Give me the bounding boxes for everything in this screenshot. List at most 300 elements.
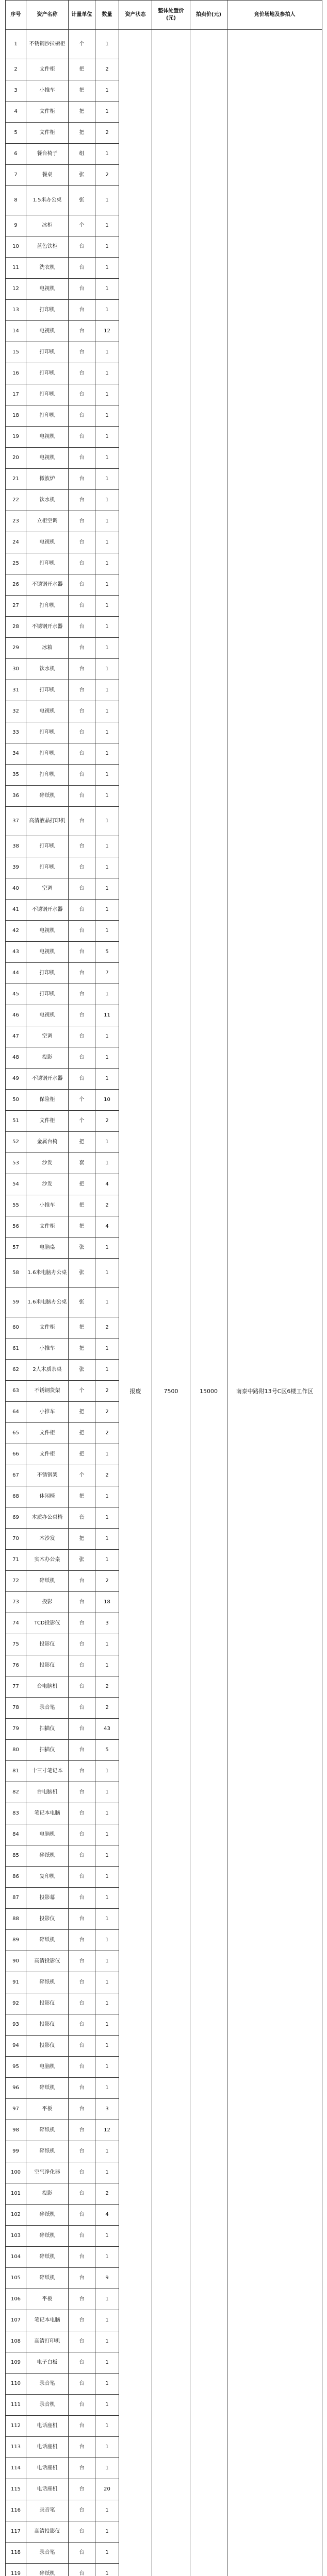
cell-quantity: 1 (95, 2310, 119, 2331)
cell-unit: 台 (69, 2395, 95, 2416)
cell-unit: 台 (69, 722, 95, 743)
cell-unit: 台 (69, 2310, 95, 2331)
cell-quantity: 1 (95, 2437, 119, 2458)
cell-asset-name: 投影仪 (26, 1655, 69, 1676)
cell-unit: 台 (69, 2078, 95, 2099)
cell-serial: 1 (6, 30, 26, 59)
cell-serial: 17 (6, 384, 26, 405)
cell-quantity: 20 (95, 2479, 119, 2500)
cell-asset-name: 台电脑机 (26, 1782, 69, 1803)
cell-unit: 台 (69, 2416, 95, 2437)
cell-unit: 台 (69, 2543, 95, 2564)
cell-asset-name: 文件柜 (26, 101, 69, 123)
cell-quantity: 1 (95, 574, 119, 596)
cell-serial: 48 (6, 1047, 26, 1069)
cell-unit: 把 (69, 101, 95, 123)
cell-unit: 套 (69, 1153, 95, 1174)
cell-asset-name: 不锈钢开水器 (26, 574, 69, 596)
cell-unit: 台 (69, 2268, 95, 2289)
cell-serial: 54 (6, 1174, 26, 1195)
cell-serial: 7 (6, 165, 26, 186)
cell-asset-name: 休闲椅 (26, 1486, 69, 1507)
cell-asset-name: 打印机 (26, 743, 69, 765)
cell-unit: 台 (69, 1993, 95, 2014)
cell-asset-name: 不锈钢货架 (26, 1381, 69, 1402)
cell-asset-name: 打印机 (26, 984, 69, 1005)
cell-asset-name: 实木办公桌 (26, 1550, 69, 1571)
cell-serial: 81 (6, 1761, 26, 1782)
cell-asset-name: 电脑机 (26, 2057, 69, 2078)
cell-asset-name: 平板 (26, 2289, 69, 2310)
cell-serial: 119 (6, 2564, 26, 2576)
cell-asset-name: 投影仪 (26, 1634, 69, 1655)
cell-unit: 台 (69, 427, 95, 448)
cell-quantity: 1 (95, 186, 119, 215)
cell-unit: 台 (69, 1867, 95, 1888)
cell-quantity: 1 (95, 384, 119, 405)
cell-quantity: 1 (95, 2564, 119, 2576)
cell-serial: 111 (6, 2395, 26, 2416)
cell-asset-name: 碎纸机 (26, 1972, 69, 1993)
cell-serial: 8 (6, 186, 26, 215)
cell-unit: 台 (69, 1761, 95, 1782)
cell-asset-name: 投影仪 (26, 1993, 69, 2014)
cell-unit: 张 (69, 1360, 95, 1381)
cell-unit: 台 (69, 1676, 95, 1698)
cell-unit: 台 (69, 765, 95, 786)
cell-unit: 台 (69, 1824, 95, 1845)
cell-asset-name: 电视机 (26, 1005, 69, 1026)
cell-asset-name: 投影仪 (26, 2014, 69, 2036)
cell-unit: 台 (69, 574, 95, 596)
cell-unit: 台 (69, 1571, 95, 1592)
cell-unit: 台 (69, 2162, 95, 2183)
cell-asset-name: 复印机 (26, 1867, 69, 1888)
cell-asset-name: 2人木质茶桌 (26, 1360, 69, 1381)
cell-asset-name: 碎纸机 (26, 2078, 69, 2099)
cell-asset-name: 电视机 (26, 279, 69, 300)
cell-quantity: 1 (95, 1507, 119, 1529)
cell-quantity: 1 (95, 2331, 119, 2352)
cell-quantity: 1 (95, 1909, 119, 1930)
cell-asset-name: 不锈钢开水器 (26, 1069, 69, 1090)
cell-serial: 105 (6, 2268, 26, 2289)
cell-quantity: 7 (95, 963, 119, 984)
cell-asset-name: 打印机 (26, 857, 69, 878)
cell-quantity: 1 (95, 2289, 119, 2310)
cell-serial: 6 (6, 144, 26, 165)
cell-unit: 组 (69, 144, 95, 165)
cell-unit: 台 (69, 236, 95, 258)
cell-unit: 个 (69, 1090, 95, 1111)
cell-serial: 99 (6, 2141, 26, 2162)
cell-asset-name: 投影 (26, 1047, 69, 1069)
cell-asset-name: 电视机 (26, 701, 69, 722)
cell-unit: 台 (69, 2289, 95, 2310)
cell-serial: 104 (6, 2247, 26, 2268)
cell-quantity: 1 (95, 2247, 119, 2268)
cell-serial: 51 (6, 1111, 26, 1132)
cell-asset-name: 碎纸机 (26, 1845, 69, 1867)
cell-unit: 台 (69, 384, 95, 405)
cell-asset-name: 不锈钢沙拉橱柜 (26, 30, 69, 59)
cell-unit: 台 (69, 2205, 95, 2226)
cell-unit: 台 (69, 363, 95, 384)
cell-quantity: 1 (95, 1634, 119, 1655)
cell-unit: 台 (69, 659, 95, 680)
cell-quantity: 1 (95, 2416, 119, 2437)
cell-quantity: 1 (95, 743, 119, 765)
cell-quantity: 1 (95, 659, 119, 680)
cell-serial: 25 (6, 553, 26, 574)
cell-quantity: 2 (95, 1381, 119, 1402)
cell-asset-name: 电子白板 (26, 2352, 69, 2374)
cell-quantity: 2 (95, 1698, 119, 1719)
cell-serial: 42 (6, 921, 26, 942)
cell-quantity: 1 (95, 1259, 119, 1288)
cell-quantity: 1 (95, 2395, 119, 2416)
cell-unit: 台 (69, 1845, 95, 1867)
cell-unit: 台 (69, 596, 95, 617)
cell-unit: 台 (69, 1655, 95, 1676)
cell-unit: 个 (69, 1465, 95, 1486)
cell-serial: 28 (6, 617, 26, 638)
cell-unit: 把 (69, 1216, 95, 1238)
cell-asset-name: 投影仪 (26, 1909, 69, 1930)
cell-asset-name: 不锈钢开水器 (26, 617, 69, 638)
cell-unit: 台 (69, 511, 95, 532)
cell-quantity: 1 (95, 638, 119, 659)
cell-quantity: 1 (95, 490, 119, 511)
cell-asset-name: 电脑桌 (26, 1238, 69, 1259)
cell-asset-name: TCD投影仪 (26, 1613, 69, 1634)
cell-asset-name: 台电脑机 (26, 1676, 69, 1698)
cell-quantity: 1 (95, 878, 119, 900)
cell-quantity: 1 (95, 342, 119, 363)
cell-asset-name: 饮水机 (26, 490, 69, 511)
cell-unit: 台 (69, 2521, 95, 2543)
table-header-row (6, 1, 322, 30)
cell-asset-name: 投影 (26, 1592, 69, 1613)
cell-unit: 台 (69, 2057, 95, 2078)
cell-asset-name: 金属台椅 (26, 1132, 69, 1153)
cell-quantity: 2 (95, 123, 119, 144)
cell-quantity: 12 (95, 321, 119, 342)
cell-serial: 67 (6, 1465, 26, 1486)
cell-quantity: 5 (95, 1740, 119, 1761)
cell-unit: 把 (69, 1486, 95, 1507)
cell-unit: 台 (69, 1634, 95, 1655)
cell-quantity: 1 (95, 2226, 119, 2247)
cell-serial: 41 (6, 900, 26, 921)
cell-serial: 73 (6, 1592, 26, 1613)
cell-unit: 个 (69, 215, 95, 236)
cell-quantity: 1 (95, 1550, 119, 1571)
cell-unit: 台 (69, 532, 95, 553)
cell-serial: 91 (6, 1972, 26, 1993)
cell-serial: 85 (6, 1845, 26, 1867)
cell-serial: 16 (6, 363, 26, 384)
cell-asset-name: 打印机 (26, 836, 69, 857)
cell-unit: 把 (69, 1444, 95, 1465)
cell-quantity: 1 (95, 1047, 119, 1069)
cell-serial: 62 (6, 1360, 26, 1381)
cell-asset-name: 餐桌 (26, 165, 69, 186)
cell-unit: 台 (69, 2014, 95, 2036)
cell-asset-name: 投影 (26, 2183, 69, 2205)
cell-serial: 79 (6, 1719, 26, 1740)
cell-asset-name: 高清液晶打印机 (26, 807, 69, 836)
header-asset-status: 资产状态 (119, 1, 152, 30)
cell-asset-name: 文件柜 (26, 1111, 69, 1132)
cell-unit: 台 (69, 1782, 95, 1803)
cell-quantity: 1 (95, 279, 119, 300)
cell-asset-name: 碎纸机 (26, 2205, 69, 2226)
cell-unit: 台 (69, 1026, 95, 1047)
cell-serial: 108 (6, 2331, 26, 2352)
cell-serial: 80 (6, 1740, 26, 1761)
cell-serial: 63 (6, 1381, 26, 1402)
cell-asset-name: 1.6米电脑办公桌 (26, 1288, 69, 1317)
cell-quantity: 1 (95, 1930, 119, 1951)
cell-quantity: 5 (95, 942, 119, 963)
cell-quantity: 2 (95, 165, 119, 186)
cell-serial: 19 (6, 427, 26, 448)
cell-serial: 103 (6, 2226, 26, 2247)
cell-unit: 台 (69, 2352, 95, 2374)
cell-asset-name: 文件柜 (26, 59, 69, 80)
cell-quantity: 3 (95, 1613, 119, 1634)
cell-quantity: 1 (95, 258, 119, 279)
cell-quantity: 1 (95, 2141, 119, 2162)
cell-quantity: 2 (95, 1195, 119, 1216)
cell-unit: 台 (69, 1047, 95, 1069)
cell-serial: 58 (6, 1259, 26, 1288)
table-row (6, 30, 322, 59)
cell-unit: 台 (69, 743, 95, 765)
cell-unit: 台 (69, 342, 95, 363)
cell-asset-name: 电视机 (26, 921, 69, 942)
cell-serial: 71 (6, 1550, 26, 1571)
cell-asset-name: 碎纸机 (26, 1930, 69, 1951)
cell-serial: 109 (6, 2352, 26, 2374)
cell-quantity: 1 (95, 1782, 119, 1803)
cell-unit: 台 (69, 2099, 95, 2120)
cell-quantity: 1 (95, 2500, 119, 2521)
cell-asset-name: 电视机 (26, 448, 69, 469)
cell-serial: 75 (6, 1634, 26, 1655)
cell-serial: 35 (6, 765, 26, 786)
cell-asset-name: 洗衣机 (26, 258, 69, 279)
cell-unit: 台 (69, 1740, 95, 1761)
cell-unit: 台 (69, 2564, 95, 2576)
cell-unit: 张 (69, 1288, 95, 1317)
cell-asset-name: 打印机 (26, 384, 69, 405)
cell-serial: 101 (6, 2183, 26, 2205)
cell-unit: 台 (69, 2226, 95, 2247)
cell-serial: 86 (6, 1867, 26, 1888)
cell-asset-name: 不锈钢架 (26, 1465, 69, 1486)
cell-quantity: 1 (95, 900, 119, 921)
header-asset-name: 资产名称 (26, 1, 69, 30)
cell-quantity: 2 (95, 1111, 119, 1132)
cell-unit: 台 (69, 942, 95, 963)
cell-serial: 56 (6, 1216, 26, 1238)
cell-serial: 34 (6, 743, 26, 765)
cell-quantity: 1 (95, 1338, 119, 1360)
cell-unit: 台 (69, 878, 95, 900)
cell-serial: 83 (6, 1803, 26, 1824)
cell-quantity: 1 (95, 215, 119, 236)
cell-serial: 112 (6, 2416, 26, 2437)
merged-estimated-price-cell: 7500 (152, 30, 190, 2576)
cell-serial: 107 (6, 2310, 26, 2331)
cell-serial: 33 (6, 722, 26, 743)
cell-serial: 96 (6, 2078, 26, 2099)
cell-quantity: 1 (95, 701, 119, 722)
cell-serial: 38 (6, 836, 26, 857)
cell-asset-name: 碎纸机 (26, 2120, 69, 2141)
cell-quantity: 1 (95, 617, 119, 638)
cell-unit: 台 (69, 1719, 95, 1740)
cell-quantity: 1 (95, 2458, 119, 2479)
cell-asset-name: 打印机 (26, 963, 69, 984)
cell-unit: 台 (69, 963, 95, 984)
cell-quantity: 1 (95, 1888, 119, 1909)
cell-serial: 5 (6, 123, 26, 144)
cell-asset-name: 碎纸机 (26, 1571, 69, 1592)
merged-venue-cell: 南泰中路附13号C区6楼工作区 (227, 30, 322, 2576)
cell-asset-name: 冰柜 (26, 215, 69, 236)
cell-asset-name: 餐台椅子 (26, 144, 69, 165)
cell-quantity: 43 (95, 1719, 119, 1740)
cell-serial: 11 (6, 258, 26, 279)
cell-quantity: 1 (95, 2036, 119, 2057)
cell-quantity: 1 (95, 1132, 119, 1153)
cell-unit: 台 (69, 553, 95, 574)
cell-asset-name: 打印机 (26, 342, 69, 363)
cell-unit: 个 (69, 30, 95, 59)
cell-serial: 24 (6, 532, 26, 553)
cell-quantity: 1 (95, 807, 119, 836)
cell-asset-name: 木沙发 (26, 1529, 69, 1550)
cell-unit: 把 (69, 1402, 95, 1423)
cell-serial: 36 (6, 786, 26, 807)
cell-asset-name: 沙发 (26, 1153, 69, 1174)
cell-asset-name: 碎纸机 (26, 2226, 69, 2247)
cell-quantity: 1 (95, 596, 119, 617)
cell-quantity: 1 (95, 448, 119, 469)
cell-quantity: 1 (95, 427, 119, 448)
header-estimated-price: 整体处置价(元) (152, 1, 190, 30)
cell-unit: 把 (69, 80, 95, 101)
cell-asset-name: 打印机 (26, 405, 69, 427)
cell-serial: 61 (6, 1338, 26, 1360)
cell-asset-name: 录音笔 (26, 2543, 69, 2564)
cell-unit: 台 (69, 638, 95, 659)
cell-serial: 115 (6, 2479, 26, 2500)
cell-unit: 把 (69, 1317, 95, 1338)
cell-serial: 82 (6, 1782, 26, 1803)
cell-serial: 20 (6, 448, 26, 469)
cell-serial: 3 (6, 80, 26, 101)
cell-quantity: 1 (95, 363, 119, 384)
cell-serial: 69 (6, 1507, 26, 1529)
header-serial: 序号 (6, 1, 26, 30)
cell-asset-name: 1.5米办公桌 (26, 186, 69, 215)
cell-serial: 44 (6, 963, 26, 984)
header-unit: 计量单位 (69, 1, 95, 30)
cell-serial: 13 (6, 300, 26, 321)
cell-serial: 29 (6, 638, 26, 659)
cell-asset-name: 冰箱 (26, 638, 69, 659)
merged-status-cell: 报废 (119, 30, 152, 2576)
table-body (6, 30, 322, 2576)
cell-asset-name: 打印机 (26, 363, 69, 384)
cell-asset-name: 电视机 (26, 532, 69, 553)
cell-serial: 59 (6, 1288, 26, 1317)
cell-unit: 台 (69, 1613, 95, 1634)
cell-unit: 台 (69, 321, 95, 342)
cell-serial: 32 (6, 701, 26, 722)
cell-serial: 40 (6, 878, 26, 900)
cell-asset-name: 录音笔 (26, 1698, 69, 1719)
cell-unit: 套 (69, 1507, 95, 1529)
cell-unit: 台 (69, 490, 95, 511)
cell-asset-name: 十三寸笔记本 (26, 1761, 69, 1782)
cell-serial: 21 (6, 469, 26, 490)
cell-serial: 37 (6, 807, 26, 836)
cell-asset-name: 文件柜 (26, 1423, 69, 1444)
cell-quantity: 4 (95, 1216, 119, 1238)
cell-quantity: 1 (95, 722, 119, 743)
cell-quantity: 1 (95, 2352, 119, 2374)
cell-serial: 97 (6, 2099, 26, 2120)
cell-asset-name: 电话座机 (26, 2437, 69, 2458)
cell-unit: 张 (69, 1550, 95, 1571)
cell-serial: 47 (6, 1026, 26, 1047)
cell-quantity: 1 (95, 2374, 119, 2395)
cell-asset-name: 文件柜 (26, 123, 69, 144)
cell-quantity: 1 (95, 300, 119, 321)
cell-quantity: 1 (95, 1486, 119, 1507)
cell-asset-name: 空调 (26, 878, 69, 900)
cell-serial: 26 (6, 574, 26, 596)
cell-asset-name: 投影仪 (26, 2036, 69, 2057)
cell-unit: 把 (69, 1195, 95, 1216)
cell-asset-name: 饮水机 (26, 659, 69, 680)
cell-serial: 23 (6, 511, 26, 532)
cell-asset-name: 保险柜 (26, 1090, 69, 1111)
cell-unit: 把 (69, 1338, 95, 1360)
cell-quantity: 1 (95, 2543, 119, 2564)
cell-serial: 22 (6, 490, 26, 511)
cell-asset-name: 不锈钢开水器 (26, 900, 69, 921)
cell-unit: 台 (69, 448, 95, 469)
cell-asset-name: 扫描仪 (26, 1719, 69, 1740)
cell-asset-name: 录音机 (26, 2395, 69, 2416)
cell-unit: 台 (69, 2479, 95, 2500)
cell-serial: 18 (6, 405, 26, 427)
cell-unit: 张 (69, 165, 95, 186)
cell-serial: 4 (6, 101, 26, 123)
cell-unit: 台 (69, 405, 95, 427)
cell-unit: 台 (69, 1909, 95, 1930)
cell-asset-name: 小推车 (26, 1195, 69, 1216)
cell-asset-name: 笔记本电脑 (26, 2310, 69, 2331)
cell-unit: 把 (69, 123, 95, 144)
cell-asset-name: 打印机 (26, 722, 69, 743)
